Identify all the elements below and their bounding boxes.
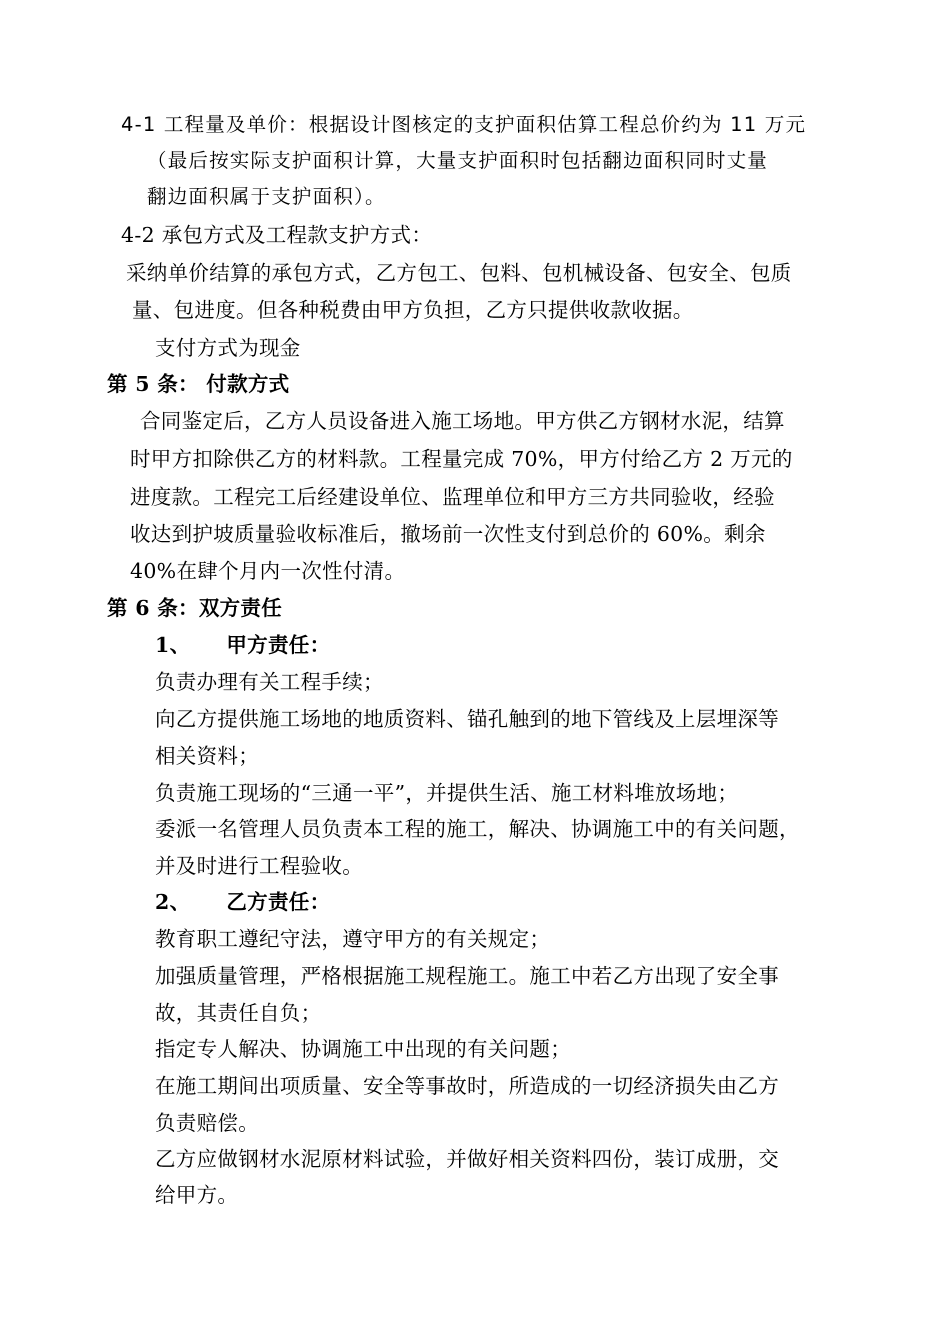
party-a-line-3: 相关资料； (155, 744, 259, 768)
section-5-heading: 第 5 条： 付款方式 (107, 372, 290, 396)
party-b-line-2: 加强质量管理，严格根据施工规程施工。施工中若乙方出现了安全事 (155, 964, 779, 988)
party-b-line-1: 教育职工遵纪守法，遵守甲方的有关规定； (155, 927, 551, 951)
party-b-line-3: 故，其责任自负； (155, 1001, 322, 1025)
section-5-line-3: 进度款。工程完工后经建设单位、监理单位和甲方三方共同验收，经验 (130, 485, 775, 509)
party-b-number: 2、 (155, 890, 191, 914)
party-b-title: 乙方责任： (226, 890, 331, 914)
party-b-line-8: 给甲方。 (155, 1183, 239, 1207)
party-a-line-4: 负责施工现场的“三通一平”，并提供生活、施工材料堆放场地； (155, 781, 739, 805)
party-a-title: 甲方责任： (226, 633, 331, 657)
party-b-heading (155, 889, 330, 915)
party-a-heading (155, 632, 330, 658)
item-4-2-line-3: 支付方式为现金 (155, 336, 301, 360)
party-b-line-5: 在施工期间出项质量、安全等事故时，所造成的一切经济损失由乙方 (155, 1074, 779, 1098)
party-a-line-6: 并及时进行工程验收。 (155, 854, 363, 878)
party-a-line-1: 负责办理有关工程手续； (155, 670, 384, 694)
item-4-2-heading: 4-2 承包方式及工程款支护方式： (121, 223, 433, 247)
item-4-1-line-1: 4-1 工程量及单价：根据设计图核定的支护面积估算工程总价约为 11 万元 (121, 113, 807, 136)
party-a-line-5: 委派一名管理人员负责本工程的施工，解决、协调施工中的有关问题， (155, 817, 800, 841)
section-5-line-1: 合同鉴定后，乙方人员设备进入施工场地。甲方供乙方钢材水泥，结算 (140, 409, 785, 433)
section-5-line-5: 40%在肆个月内一次性付清。 (130, 559, 406, 583)
item-4-2-line-1: 采纳单价结算的承包方式，乙方包工、包料、包机械设备、包安全、包质 (126, 261, 792, 285)
section-5-line-4: 收达到护坡质量验收标准后，撤场前一次性支付到总价的 60%。剩余 (130, 522, 766, 546)
party-b-line-7: 乙方应做钢材水泥原材料试验，并做好相关资料四份，装订成册，交 (155, 1147, 779, 1171)
item-4-1-line-2: （最后按实际支护面积计算，大量支护面积时包括翻边面积同时丈量 (147, 149, 769, 172)
party-a-number: 1、 (155, 633, 191, 657)
section-6-heading: 第 6 条：双方责任 (107, 596, 283, 620)
section-5-line-2: 时甲方扣除供乙方的材料款。工程量完成 70%，甲方付给乙方 2 万元的 (130, 447, 793, 471)
party-b-line-6: 负责赔偿。 (155, 1111, 259, 1135)
item-4-1-line-3: 翻边面积属于支护面积）。 (147, 185, 386, 208)
party-b-line-4: 指定专人解决、协调施工中出现的有关问题； (155, 1037, 571, 1061)
item-4-2-line-2: 量、包进度。但各种税费由甲方负担，乙方只提供收款收据。 (132, 298, 694, 322)
party-a-line-2: 向乙方提供施工场地的地质资料、锚孔触到的地下管线及上层埋深等 (155, 707, 779, 731)
